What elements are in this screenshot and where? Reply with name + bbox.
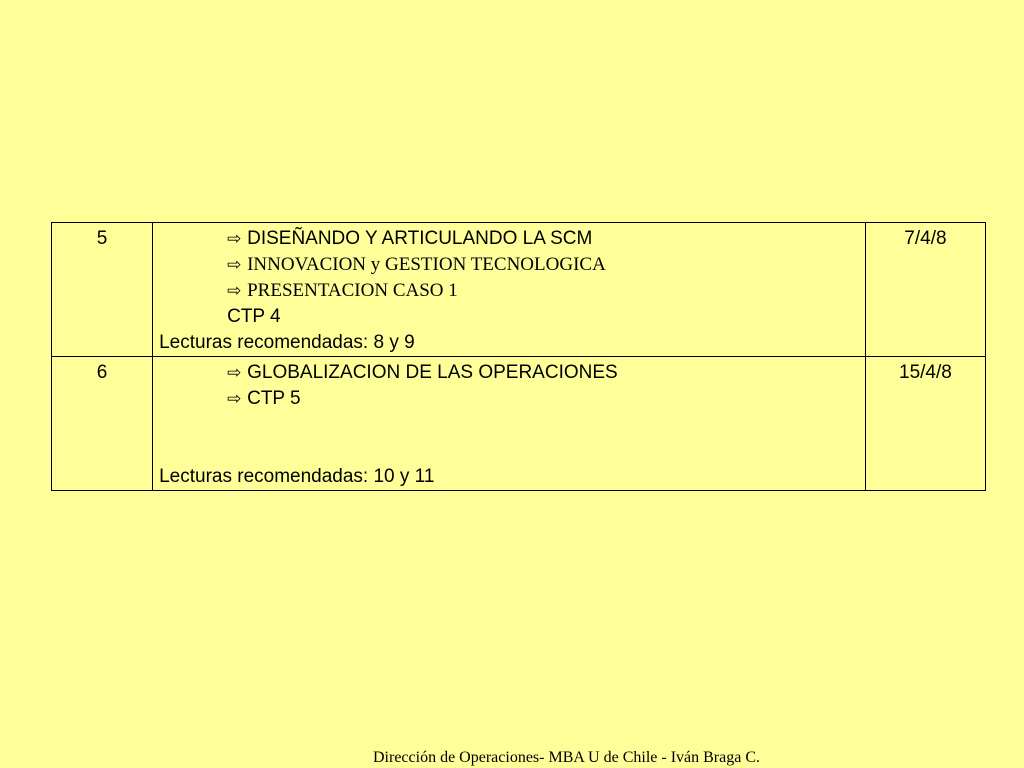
check-arrow-icon: ⇨: [227, 255, 242, 274]
topic-item: [159, 252, 865, 278]
session-number: 6: [52, 357, 153, 491]
session-topics: [153, 223, 866, 357]
topic-item: [159, 360, 865, 386]
session-number: 5: [52, 223, 153, 357]
session-date: 7/4/8: [865, 223, 985, 357]
readings-text: Lecturas recomendadas: 8 y 9: [159, 332, 415, 353]
spacer: [159, 412, 865, 464]
arrow-right-outline-icon: ⇨: [227, 389, 242, 408]
session-topics: [153, 357, 866, 491]
check-arrow-icon: ⇨: [227, 229, 242, 248]
table-row: [52, 223, 986, 357]
ctp-label: CTP 4: [227, 306, 281, 327]
footer-text: Dirección de Operaciones- MBA U de Chile - Iván Braga C.: [373, 749, 760, 766]
topic-text: CTP 5: [247, 388, 301, 409]
readings-text: Lecturas recomendadas: 10 y 11: [159, 466, 435, 487]
topic-text: DISEÑANDO Y ARTICULANDO LA SCM: [247, 228, 593, 249]
schedule-table: [51, 222, 986, 491]
topic-item: [159, 386, 865, 412]
topic-item: [159, 226, 865, 252]
topic-item: [159, 278, 865, 304]
topic-text: GLOBALIZACION DE LAS OPERACIONES: [247, 362, 618, 383]
session-date: 15/4/8: [865, 357, 985, 491]
arrow-right-outline-icon: ⇨: [227, 363, 242, 382]
table-row: [52, 357, 986, 491]
check-arrow-icon: ⇨: [227, 281, 242, 300]
topic-text: INNOVACION y GESTION TECNOLOGICA: [247, 254, 606, 275]
topic-text: PRESENTACION CASO 1: [247, 280, 458, 301]
